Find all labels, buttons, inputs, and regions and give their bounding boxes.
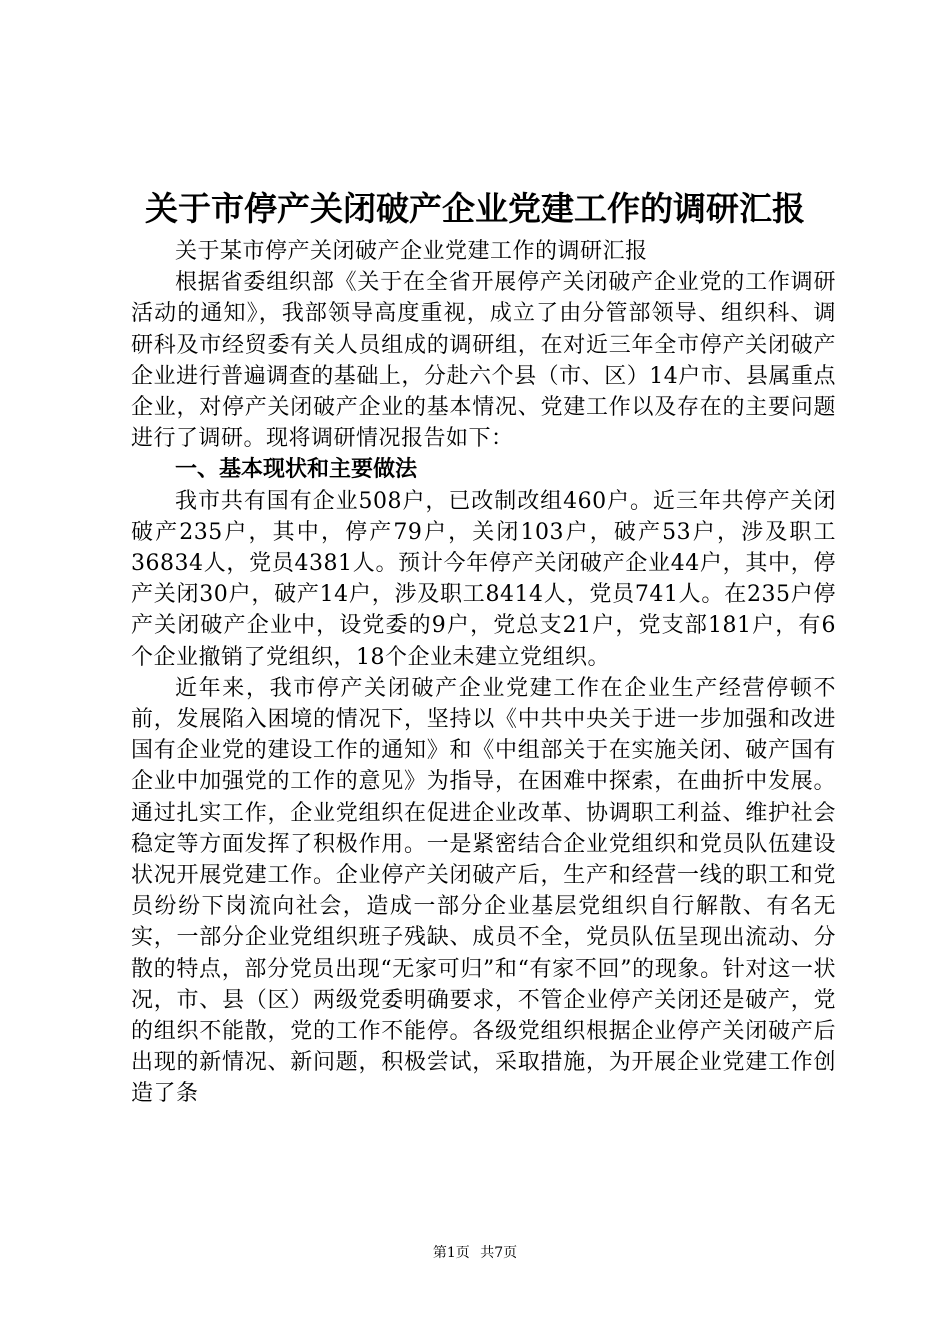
page-number: 第1页 [432,1245,470,1261]
document-subtitle: 关于某市停产关闭破产企业党建工作的调研汇报 [175,239,648,264]
section-paragraph-statistics: 我市共有国有企业508户，已改制改组460户。近三年共停产关闭破产235户，其中，停产79户，关闭103户，破产53户，涉及职工36834人，党员4381人。预计今年停产关闭破产企业44户，其中，停产关闭30户，破产14户，涉及职工8414人，党员741人。在235户停产关闭破产企业中，设党委的9户，党总支21户，党支部181户，有6个企业撤销了党组织，18个企业未建立党组织。 [131,488,836,670]
intro-paragraph: 根据省委组织部《关于在全省开展停产关闭破产企业党的工作调研活动的通知》，我部领导高度重视，成立了由分管部领导、组织科、调研科及市经贸委有关人员组成的调研组，在对近三年全市停产关闭破产企业进行普遍调查的基础上，分赴六个县（市、区）14户市、县属重点企业，对停产关闭破产企业的基本情况、党建工作以及存在的主要问题进行了调研。现将调研情况报告如下： [131,270,836,452]
section-paragraph-practices: 近年来，我市停产关闭破产企业党建工作在企业生产经营停顿不前，发展陷入困境的情况下，坚持以《中共中央关于进一步加强和改进国有企业党的建设工作的通知》和《中组部关于在实施关闭、破产国有企业中加强党的工作的意见》为指导，在困难中探索，在曲折中发展。通过扎实工作，企业党组织在促进企业改革、协调职工利益、维护社会稳定等方面发挥了积极作用。一是紧密结合企业党组织和党员队伍建设状况开展党建工作。企业停产关闭破产后，生产和经营一线的职工和党员纷纷下岗流向社会，造成一部分企业基层党组织自行解散、有名无实，一部分企业党组织班子残缺、成员不全，党员队伍呈现出流动、分散的特点，部分党员出现“无家可归”和“有家不回”的现象。针对这一状况，市、县（区）两级党委明确要求，不管企业停产关闭还是破产，党的组织不能散，党的工作不能停。各级党组织根据企业停产关闭破产后出现的新情况、新问题，积极尝试，采取措施，为开展企业党建工作创造了条 [131,675,836,1107]
page-footer [0,1243,950,1263]
page-total: 共7页 [480,1245,518,1261]
section-heading: 一、基本现状和主要做法 [175,456,418,483]
document-title: 关于市停产关闭破产企业党建工作的调研汇报 [145,189,805,228]
document-body [131,236,836,1110]
